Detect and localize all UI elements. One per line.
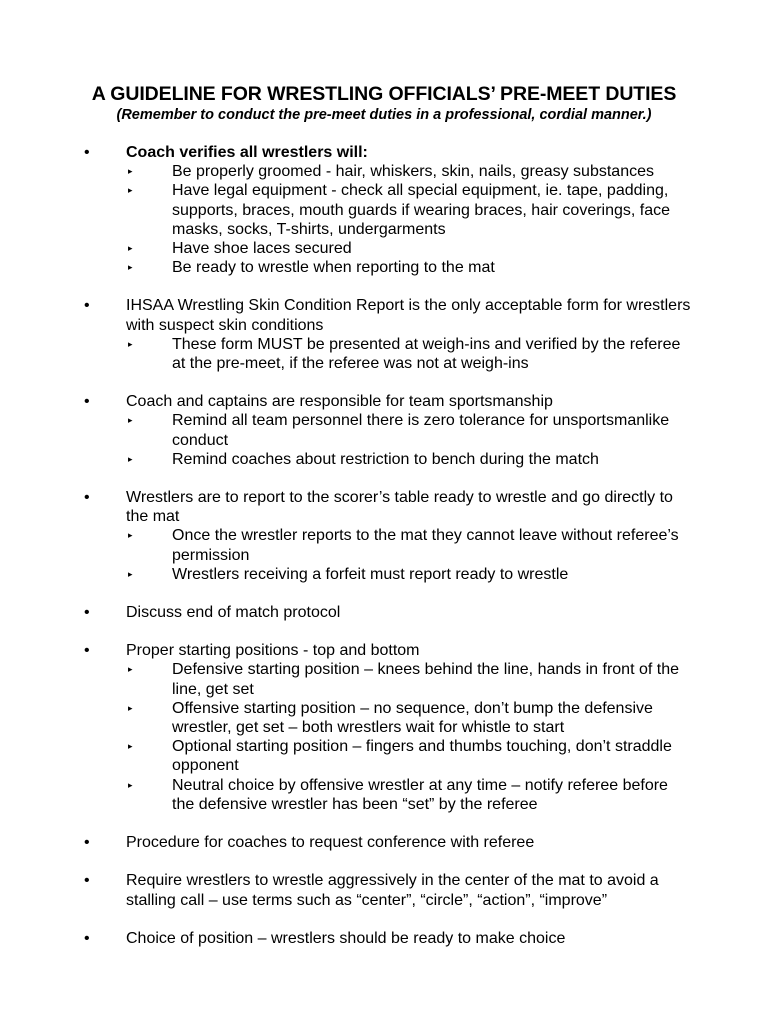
sub-list-item-text: Be properly groomed - hair, whiskers, skin, nails, greasy substances	[172, 163, 654, 181]
bullet-icon: •	[84, 929, 90, 947]
sub-list-item	[0, 450, 768, 469]
list-item	[0, 603, 768, 622]
list-item-text: Wrestlers are to report to the scorer’s table ready to wrestle and go directly to the mat	[126, 489, 673, 526]
sub-list	[0, 162, 768, 277]
bullet-icon: •	[84, 604, 90, 622]
sub-list-item-text: Once the wrestler reports to the mat they cannot leave without referee’s permission	[172, 527, 679, 564]
list-item-text: Coach verifies all wrestlers will:	[126, 144, 368, 161]
sub-list-item-text: Be ready to wrestle when reporting to the mat	[172, 259, 495, 277]
sub-list	[0, 660, 768, 814]
arrow-bullet-icon: ▸	[128, 741, 133, 752]
list-item-text: Require wrestlers to wrestle aggressively in the center of the mat to avoid a stalling call – use terms such as “center”, “circle”, “action”, “improve”	[126, 872, 659, 909]
bullet-icon: •	[84, 393, 90, 411]
list-item-text: IHSAA Wrestling Skin Condition Report is the only acceptable form for wrestlers with suspect skin conditions	[126, 297, 691, 334]
page-subtitle: (Remember to conduct the pre-meet duties in a professional, cordial manner.)	[116, 107, 652, 123]
sub-list	[0, 411, 768, 469]
arrow-bullet-icon: ▸	[128, 262, 133, 273]
list-item-text: Coach and captains are responsible for team sportsmanship	[126, 393, 553, 411]
sub-list-item	[0, 526, 768, 564]
sub-list-item	[0, 258, 768, 277]
sub-list-item	[0, 660, 768, 698]
list-item	[0, 143, 768, 277]
sub-list-item-text: Neutral choice by offensive wrestler at any time – notify referee before the defensive wrestler has been “set” by the referee	[172, 776, 668, 813]
sub-list-item	[0, 162, 768, 181]
bullet-icon: •	[84, 297, 90, 315]
sub-list-item	[0, 699, 768, 737]
duties-list	[0, 143, 768, 967]
bullet-icon: •	[84, 834, 90, 852]
arrow-bullet-icon: ▸	[128, 415, 133, 426]
arrow-bullet-icon: ▸	[128, 568, 133, 579]
arrow-bullet-icon: ▸	[128, 243, 133, 254]
bullet-icon: •	[84, 642, 90, 660]
arrow-bullet-icon: ▸	[128, 185, 133, 196]
arrow-bullet-icon: ▸	[128, 166, 133, 177]
page-title: A GUIDELINE FOR WRESTLING OFFICIALS’ PRE-MEET DUTIES	[91, 83, 677, 105]
sub-list	[0, 526, 768, 584]
sub-list-item-text: Remind all team personnel there is zero tolerance for unsportsmanlike conduct	[172, 412, 670, 449]
sub-list-item	[0, 565, 768, 584]
sub-list-item-text: Wrestlers receiving a forfeit must report ready to wrestle	[172, 565, 569, 583]
list-item	[0, 296, 768, 373]
sub-list-item	[0, 737, 768, 775]
sub-list-item	[0, 181, 768, 239]
list-item-text: Discuss end of match protocol	[126, 604, 341, 622]
arrow-bullet-icon: ▸	[128, 453, 133, 464]
list-item	[0, 488, 768, 584]
list-item-text: Choice of position – wrestlers should be ready to make choice	[126, 929, 566, 947]
sub-list-item-text: Optional starting position – fingers and thumbs touching, don’t straddle opponent	[172, 738, 672, 775]
list-item	[0, 929, 768, 948]
sub-list-item	[0, 776, 768, 814]
arrow-bullet-icon: ▸	[128, 338, 133, 349]
arrow-bullet-icon: ▸	[128, 702, 133, 713]
list-item-text: Proper starting positions - top and bottom	[126, 642, 420, 660]
sub-list	[0, 335, 768, 373]
sub-list-item-text: These form MUST be presented at weigh-ins and verified by the referee at the pre-meet, if the referee was not at weigh-ins	[172, 335, 681, 373]
arrow-bullet-icon: ▸	[128, 530, 133, 541]
list-item-text: Procedure for coaches to request conference with referee	[126, 834, 535, 852]
list-item	[0, 833, 768, 852]
list-item	[0, 871, 768, 909]
sub-list-item-text: Defensive starting position – knees behind the line, hands in front of the line, get set	[172, 661, 679, 698]
bullet-icon: •	[84, 144, 90, 161]
sub-list-item-text: Remind coaches about restriction to bench during the match	[172, 450, 599, 468]
sub-list-item	[0, 335, 768, 373]
list-item	[0, 641, 768, 814]
list-item	[0, 392, 768, 469]
arrow-bullet-icon: ▸	[128, 664, 133, 675]
sub-list-item	[0, 411, 768, 449]
sub-list-item-text: Have shoe laces secured	[172, 240, 352, 258]
sub-list-item-text: Have legal equipment - check all special equipment, ie. tape, padding, supports, braces, mouth guards if wearing braces, hair coverings, face masks, socks, T-shirts, undergarments	[172, 182, 671, 238]
sub-list-item	[0, 239, 768, 258]
arrow-bullet-icon: ▸	[128, 779, 133, 790]
sub-list-item-text: Offensive starting position – no sequence, don’t bump the defensive wrestler, get set – both wrestlers wait for whistle to start	[172, 699, 653, 737]
bullet-icon: •	[84, 489, 90, 507]
bullet-icon: •	[84, 872, 90, 890]
